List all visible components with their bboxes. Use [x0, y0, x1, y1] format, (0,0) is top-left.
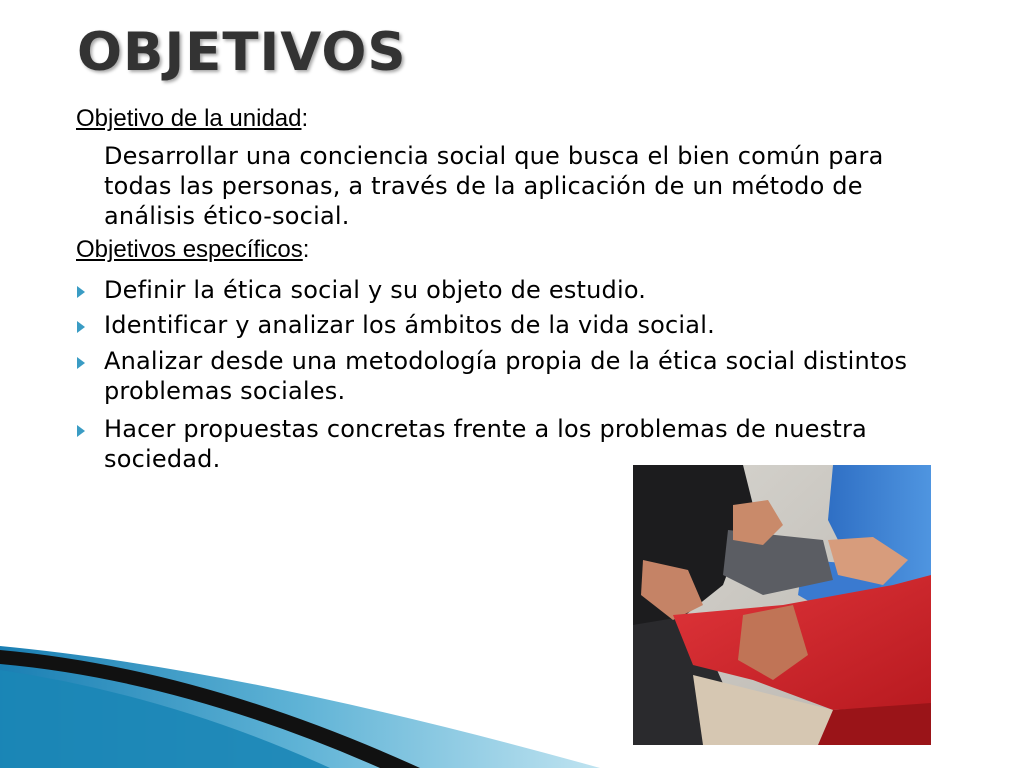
unit-objective-text: Desarrollar una conciencia social que busca el bien común para todas las personas, a través de la aplicación de un método de análisis ético-social. — [104, 142, 884, 230]
unit-objective-heading-label: Objetivo de la unidad — [76, 105, 302, 132]
joined-arms-photo — [633, 465, 931, 745]
objective-item: Analizar desde una metodología propia de la ética social distintos problemas sociales. — [104, 347, 908, 405]
bullet-arrow-icon — [77, 321, 85, 333]
objective-item: Hacer propuestas concretas frente a los problemas de nuestra sociedad. — [104, 415, 867, 473]
unit-objective-heading — [76, 106, 308, 132]
bullet-arrow-icon — [77, 286, 85, 298]
bullet-arrow-icon — [77, 425, 85, 437]
objective-item: Identificar y analizar los ámbitos de la vida social. — [104, 311, 715, 339]
slide-title: OBJETIVOS — [77, 22, 407, 83]
specific-objectives-heading-label: Objetivos específicos — [76, 236, 303, 263]
unit-objective-colon: : — [301, 105, 309, 132]
bullet-arrow-icon — [77, 357, 85, 369]
specific-objectives-colon: : — [302, 236, 310, 263]
specific-objectives-heading — [76, 237, 309, 263]
decorative-swoosh — [0, 640, 640, 768]
objective-item: Definir la ética social y su objeto de estudio. — [104, 276, 647, 304]
